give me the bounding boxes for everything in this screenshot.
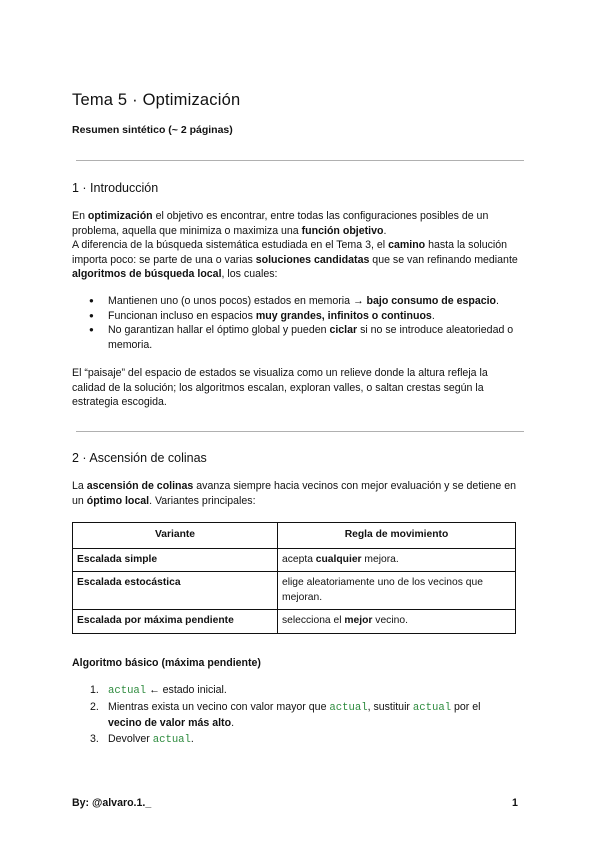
intro-paragraph-1: En optimización el objetivo es encontrar, entre todas las configuraciones posibles de un problema, aquella que minimiza o maximiza una función objetivo. bbox=[72, 210, 489, 237]
table-cell-rule: selecciona el mejor vecino. bbox=[278, 610, 516, 634]
list-item: ● Funcionan incluso en espacios muy grandes, infinitos o continuos. bbox=[72, 309, 524, 324]
table-cell-variant: Escalada simple bbox=[73, 548, 278, 572]
document-subtitle: Resumen sintético (~ 2 páginas) bbox=[72, 124, 233, 136]
variants-table bbox=[72, 522, 516, 634]
footer-author: By: @alvaro.1._ bbox=[72, 797, 152, 809]
section-heading-hill-climbing: 2 · Ascensión de colinas bbox=[72, 451, 207, 465]
table-cell-variant: Escalada por máxima pendiente bbox=[73, 610, 278, 634]
divider bbox=[76, 431, 524, 432]
table-cell-rule: acepta cualquier mejora. bbox=[278, 548, 516, 572]
page-number: 1 bbox=[512, 797, 518, 809]
table-row bbox=[73, 548, 516, 572]
list-item: 1. actual ← estado inicial. bbox=[90, 684, 227, 697]
intro-paragraph-2: A diferencia de la búsqueda sistemática estudiada en el Tema 3, el camino hasta la solución importa poco: se parte de una o varias soluciones candidatas que se van refinando mediante algoritmos de búsqueda local, los cuales: bbox=[72, 239, 518, 281]
table-cell-variant: Escalada estocástica bbox=[73, 572, 278, 610]
list-item: ● Mantienen uno (o unos pocos) estados en memoria → bajo consumo de espacio. bbox=[72, 294, 524, 309]
algorithm-title: Algoritmo básico (máxima pendiente) bbox=[72, 657, 261, 669]
list-item: ● No garantizan hallar el óptimo global y pueden ciclar si no se introduce aleatoriedad o memoria. bbox=[72, 323, 524, 352]
divider bbox=[76, 160, 524, 161]
intro-bullet-list bbox=[72, 294, 524, 353]
table-cell-rule: elige aleatoriamente uno de los vecinos que mejoran. bbox=[278, 572, 516, 610]
hill-paragraph-1: La ascensión de colinas avanza siempre hacia vecinos con mejor evaluación y se detiene en un óptimo local. Variantes principales: bbox=[72, 480, 517, 507]
list-item: 2. Mientras exista un vecino con valor mayor que actual, sustituir actual por el vecino de valor más alto. bbox=[90, 701, 481, 729]
document-title: Tema 5 · Optimización bbox=[72, 91, 241, 109]
list-item: 3. Devolver actual. bbox=[90, 733, 194, 746]
table-row bbox=[73, 610, 516, 634]
table-row bbox=[73, 572, 516, 610]
table-header-variant: Variante bbox=[73, 523, 278, 549]
algorithm-steps bbox=[72, 683, 512, 749]
intro-paragraph-3: El “paisaje” del espacio de estados se visualiza como un relieve donde la altura refleja la calidad de la solución; los algoritmos escalan, exploran valles, o saltan crestas según la estrategia escogida. bbox=[72, 367, 488, 409]
table-header-rule: Regla de movimiento bbox=[278, 523, 516, 549]
section-heading-intro: 1 · Introducción bbox=[72, 181, 159, 195]
table-header-row bbox=[73, 523, 516, 549]
